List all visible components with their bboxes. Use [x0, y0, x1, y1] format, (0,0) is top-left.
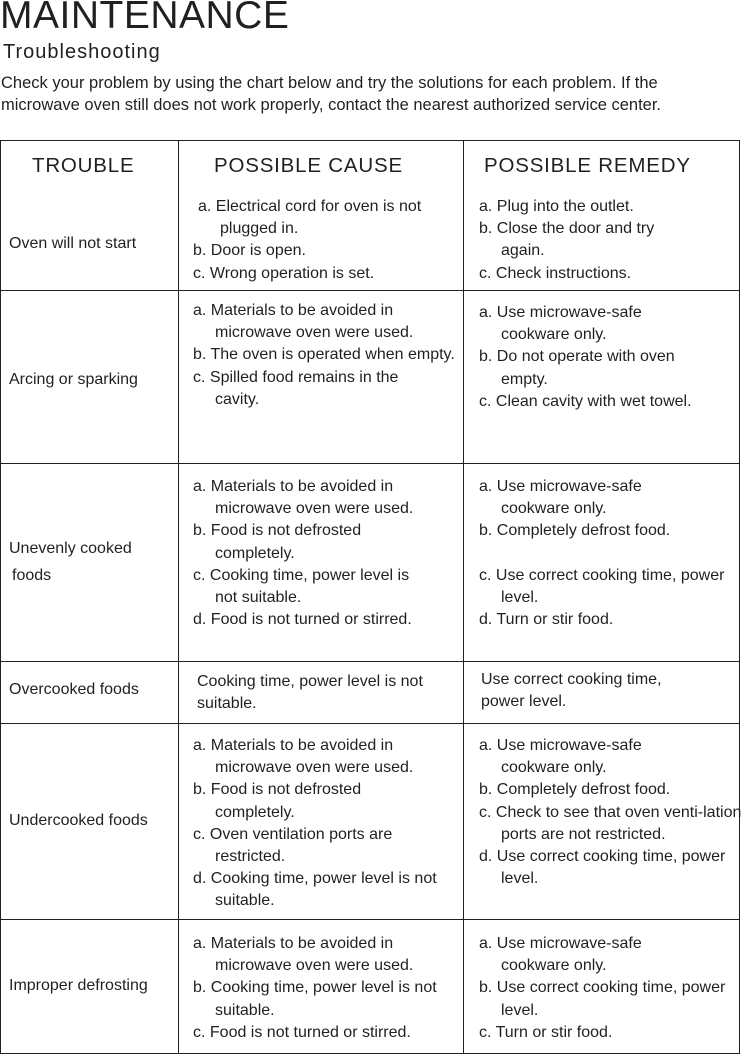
cause-item: b. Food is not defrosted completely. [193, 781, 362, 821]
remedy-item: a. Use microwave-safe cookware only. [479, 935, 642, 975]
trouble-line: foods [12, 567, 52, 584]
cause-item: c. Oven ventilation ports are restricted. [193, 825, 393, 866]
trouble-cell: Arcing or sparking [9, 371, 138, 388]
remedy-item: b. Do not operate with oven empty. [479, 348, 675, 388]
cause-cell [193, 735, 455, 913]
cause-item: a. Materials to be avoided in microwave oven were used. [193, 302, 414, 342]
header-possible-cause: POSSIBLE CAUSE [214, 154, 403, 177]
cause-item: c. Spilled food remains in the cavity. [193, 368, 399, 408]
cause-item: c. Food is not turned or stirred. [193, 1023, 411, 1041]
remedy-item: b. Completely defrost food. [479, 522, 671, 540]
row-divider [1, 723, 739, 724]
remedy-item: c. Use correct cooking time, power level. [479, 566, 725, 606]
remedy-cell [479, 302, 729, 413]
remedy-item: c. Clean cavity with wet towel. [479, 392, 692, 410]
trouble-cell: Overcooked foods [9, 681, 139, 698]
remedy-item: c. Turn or stir food. [479, 1023, 613, 1041]
remedy-item: a. Use microwave-safe cookware only. [479, 304, 642, 344]
remedy-item: b. Use correct cooking time, power level. [479, 979, 726, 1019]
row-divider [1, 661, 739, 662]
remedy-cell [479, 933, 729, 1044]
cause-item: a. Materials to be avoided in microwave oven were used. [193, 935, 414, 975]
intro-paragraph: Check your problem by using the chart below and try the solutions for each problem. If the microwave oven still does not work properly, contact the nearest authorized service center. [1, 74, 662, 114]
cause-cell: Cooking time, power level is not suitable. [197, 673, 423, 713]
header-trouble: TROUBLE [32, 154, 135, 177]
remedy-cell [479, 735, 741, 890]
trouble-cell: Oven will not start [9, 235, 137, 252]
remedy-item: a. Use microwave-safe cookware only. [479, 478, 642, 518]
trouble-cell: Undercooked foods [9, 812, 148, 829]
trouble-line: Unevenly cooked [9, 540, 132, 557]
trouble-cell [9, 535, 132, 589]
cause-cell [193, 196, 455, 285]
remedy-item: d. Turn or stir food. [479, 611, 614, 629]
row-divider [1, 463, 739, 464]
cause-item: b. Cooking time, power level is not suitable. [193, 979, 437, 1019]
row-divider [1, 919, 739, 920]
cause-cell [193, 476, 455, 631]
header-possible-remedy: POSSIBLE REMEDY [484, 154, 691, 177]
cause-cell [193, 933, 455, 1044]
column-divider [463, 141, 464, 1053]
cause-item: c. Cooking time, power level is not suitable. [193, 566, 410, 607]
remedy-cell [479, 476, 729, 631]
remedy-item: a. Plug into the outlet. [479, 198, 634, 215]
page-title: MAINTENANCE [0, 0, 290, 37]
troubleshooting-table [0, 140, 740, 1054]
cause-item: d. Food is not turned or stirred. [193, 611, 412, 629]
remedy-item: b. Close the door and try again. [479, 220, 655, 260]
cause-item: d. Cooking time, power level is not suitable. [193, 870, 437, 910]
cause-item: c. Wrong operation is set. [193, 264, 375, 282]
cause-item: b. Food is not defrosted completely. [193, 522, 362, 562]
remedy-item: a. Use microwave-safe cookware only. [479, 737, 642, 777]
cause-cell [193, 300, 455, 411]
remedy-item: d. Use correct cooking time, power level. [479, 848, 726, 888]
column-divider [178, 141, 179, 1053]
remedy-cell: Use correct cooking time, power level. [481, 671, 662, 711]
remedy-item: c. Check instructions. [479, 264, 632, 282]
trouble-cell: Improper defrosting [9, 977, 148, 994]
section-subtitle: Troubleshooting [3, 41, 161, 63]
cause-item: a. Materials to be avoided in microwave oven were used. [193, 478, 414, 518]
cause-item: a. Electrical cord for oven is not plugged in. [198, 198, 422, 238]
remedy-cell [479, 196, 697, 285]
remedy-item: c. Check to see that oven venti-lation ports are not restricted. [479, 803, 742, 843]
cause-item: b. Door is open. [193, 242, 306, 260]
cause-item: a. Materials to be avoided in microwave oven were used. [193, 737, 414, 777]
remedy-item: b. Completely defrost food. [479, 781, 671, 799]
cause-item: b. The oven is operated when empty. [193, 346, 455, 364]
row-divider [1, 290, 739, 291]
